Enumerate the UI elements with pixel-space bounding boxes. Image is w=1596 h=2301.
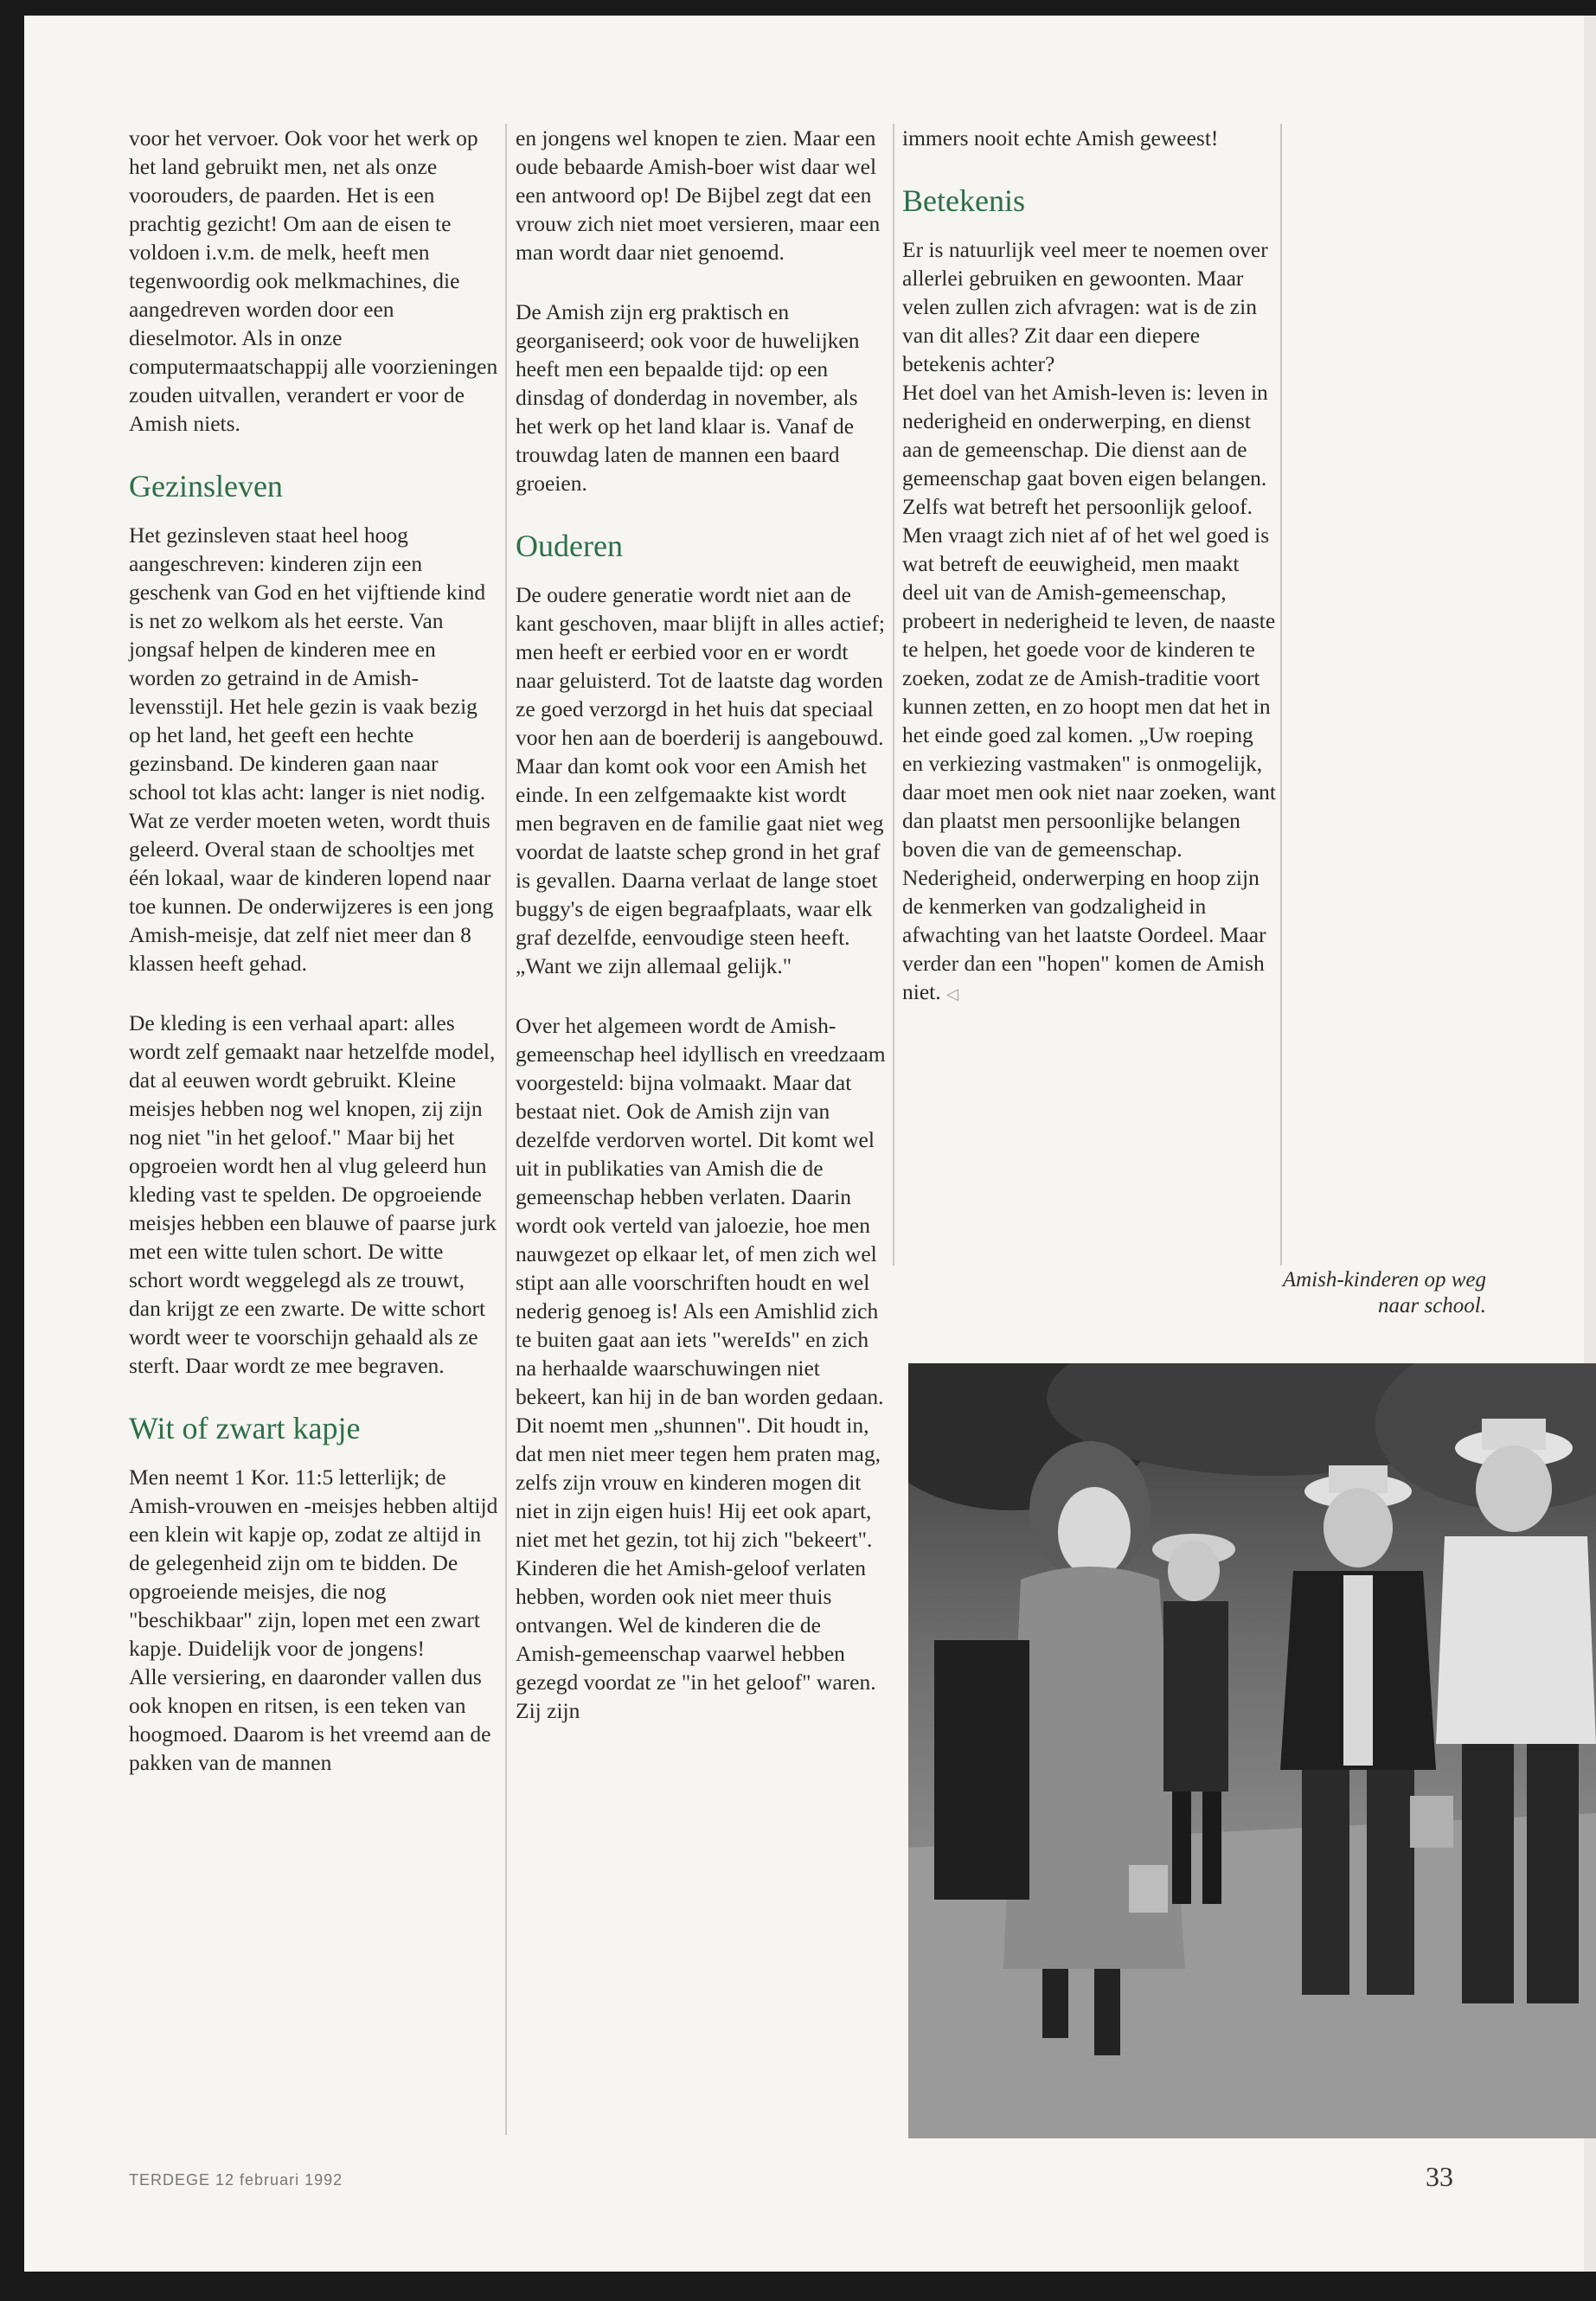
page-number: 33 xyxy=(1426,2161,1453,2192)
article-column-1 xyxy=(129,124,499,1808)
paragraph: Over het algemeen wordt de Amish-gemeenschap heel idyllisch en vreedzaam voorgesteld: bijna volmaakt. Maar dat bestaat niet. Ook de Amish zijn van dezelfde verdorven wortel. Dit komt wel uit in publikaties van Amish die de gemeenschap hebben verlaten. Daarin wordt ook verteld van jaloezie, hoe men nauwgezet op elkaar let, of men zich wel stipt aan alle voorschriften houdt en wel nederig genoeg is! Als een Amishlid zich te buiten gaat aan iets "wereIds" en zich na herhaalde waarschuwingen niet bekeert, kan hij in de ban worden gedaan. Dit noemt men „shunnen". Dit houdt in, dat men niet meer tegen hem praten mag, zelfs zijn vrouw en kinderen mogen dit niet in zijn eigen huis! Hij eet ook apart, niet met het gezin, tot hij zich "bekeert". Kinderen die het Amish-geloof verlaten hebben, worden ook niet meer thuis ontvangen. Wel de kinderen die de Amish-gemeenschap vaarwel hebben gezegd voordat ze "in het geloof" waren. Zij zijn xyxy=(516,1013,886,1723)
paragraph: De Amish zijn erg praktisch en georganiseerd; ook voor de huwelijken heeft men een bepaalde tijd: op een dinsdag of donderdag in november, als het werk op het land klaar is. Vanaf de trouwdag laten de mannen een baard groeien. xyxy=(516,299,860,496)
photo-amish-children xyxy=(908,1363,1596,2138)
paragraph-text: Het doel van het Amish-leven is: leven in nederigheid en onderwerping, en dienst aan de gemeenschap. Die dienst aan de gemeenschap gaat boven eigen belangen. Zelfs wat betreft het persoonlijk geloof. Men vraagt zich niet af of het wel goed is wat betreft de eeuwigheid, men maakt deel uit van de Amish-gemeenschap, probeert in nederigheid te leven, de naaste te helpen, het goede voor de kinderen te zoeken, zodat ze de Amish-traditie voort kunnen zetten, en zo hoopt men dat het in het einde goed zal komen. „Uw roeping en verkiezing vastmaken" is onmogelijk, daar moet men ook niet naar zoeken, want dan plaatst men persoonlijke belangen boven die van de gemeenschap. Nederigheid, onderwerping en hoop zijn de kenmerken van godzaligheid in afwachting van het laatste Oordeel. Maar verder dan een "hopen" komen de Amish niet. xyxy=(902,380,1276,1004)
column-divider xyxy=(1280,124,1282,1266)
paragraph: voor het vervoer. Ook voor het werk op het land gebruikt men, net als onze voorouders, de paarden. Het is een prachtig gezicht! Om aan de eisen te voldoen i.v.m. de melk, heeft men tegenwoordig ook melkmachines, die aangedreven worden door een dieselmotor. Als in onze computermaatschappij alle voorzieningen zouden uitvallen, verandert er voor de Amish niets. xyxy=(129,125,498,436)
paragraph: Alle versiering, en daaronder vallen dus ook knopen en ritsen, is een teken van hoogmoed. Daarom is het vreemd aan de pakken van de mannen xyxy=(129,1664,491,1775)
paragraph xyxy=(902,378,1276,1009)
column-divider xyxy=(505,124,507,2135)
paragraph: Men neemt 1 Kor. 11:5 letterlijk; de Amish-vrouwen en -meisjes hebben altijd een klein wit kapje op, zodat ze altijd in de gelegenheid zijn om te bidden. De opgroeiende meisjes, die nog "beschikbaar" zijn, lopen met een zwart kapje. Duidelijk voor de jongens! xyxy=(129,1465,498,1661)
column-divider xyxy=(893,124,894,1266)
paragraph: en jongens wel knopen te zien. Maar een oude bebaarde Amish-boer wist daar wel een antwoord op! De Bijbel zegt dat een vrouw zich niet moet versieren, maar een man wordt daar niet genoemd. xyxy=(516,125,881,265)
article-column-3 xyxy=(902,124,1276,1040)
section-heading-gezinsleven: Gezinsleven xyxy=(129,469,283,503)
photo-caption: Amish-kinderen op weg naar school. xyxy=(1282,1268,1486,1317)
end-mark-icon: ◁ xyxy=(946,985,958,1003)
paragraph: Er is natuurlijk veel meer te noemen over allerlei gebruiken en gewoonten. Maar velen zullen zich afvragen: wat is de zin van dit alles? Zit daar een diepere betekenis achter? xyxy=(902,237,1268,376)
publication-footer: TERDEGE 12 februari 1992 xyxy=(129,2171,343,2189)
paragraph: Het gezinsleven staat heel hoog aangeschreven: kinderen zijn een geschenk van God en het vijftiende kind is net zo welkom als het eerste. Van jongsaf helpen de kinderen mee en worden zo getraind in de Amish-levensstijl. Het hele gezin is vaak bezig op het land, het geeft een hechte gezinsband. De kinderen gaan naar school tot klas acht: langer is niet nodig. Wat ze verder moeten weten, wordt thuis geleerd. Overal staan de schooltjes met één lokaal, waar de kinderen lopend naar toe kunnen. De onderwijzeres is een jong Amish-meisje, dat zelf niet meer dan 8 klassen heeft gehad. xyxy=(129,522,494,976)
photo-illustration xyxy=(908,1363,1596,2138)
section-heading-ouderen: Ouderen xyxy=(516,529,623,563)
magazine-page xyxy=(24,16,1596,2272)
section-heading-betekenis: Betekenis xyxy=(902,183,1025,218)
paragraph: De kleding is een verhaal apart: alles wordt zelf gemaakt naar hetzelfde model, dat al eeuwen wordt gebruikt. Kleine meisjes hebben nog wel knopen, zij zijn nog niet "in het geloof." Maar bij het opgroeien wordt hen al vlug geleerd hun kleding vast te spelden. De opgroeiende meisjes hebben een blauwe of paarse jurk met een witte tulen schort. De witte schort wordt weggelegd als ze trouwt, dan krijgt ze een zwarte. De witte schort wordt weer te voorschijn gehaald als ze sterft. Daar wordt ze mee begraven. xyxy=(129,1010,497,1378)
article-column-2 xyxy=(516,124,889,1756)
paragraph: immers nooit echte Amish geweest! xyxy=(902,125,1219,151)
section-heading-kapje: Wit of zwart kapje xyxy=(129,1411,361,1445)
paragraph: De oudere generatie wordt niet aan de kant geschoven, maar blijft in alles actief; men heeft er eerbied voor en er wordt naar geluisterd. Tot de laatste dag worden ze goed verzorgd in het huis dat speciaal voor hen aan de boerderij is aangebouwd. Maar dan komt ook voor een Amish het einde. In een zelfgemaakte kist wordt men begraven en de familie gaat niet weg voordat de laatste schep grond in het graf is gevallen. Daarna verlaat de lange stoet buggy's de eigen begraafplaats, waar elk graf dezelfde, eenvoudige steen heeft. „Want we zijn allemaal gelijk." xyxy=(516,582,885,978)
